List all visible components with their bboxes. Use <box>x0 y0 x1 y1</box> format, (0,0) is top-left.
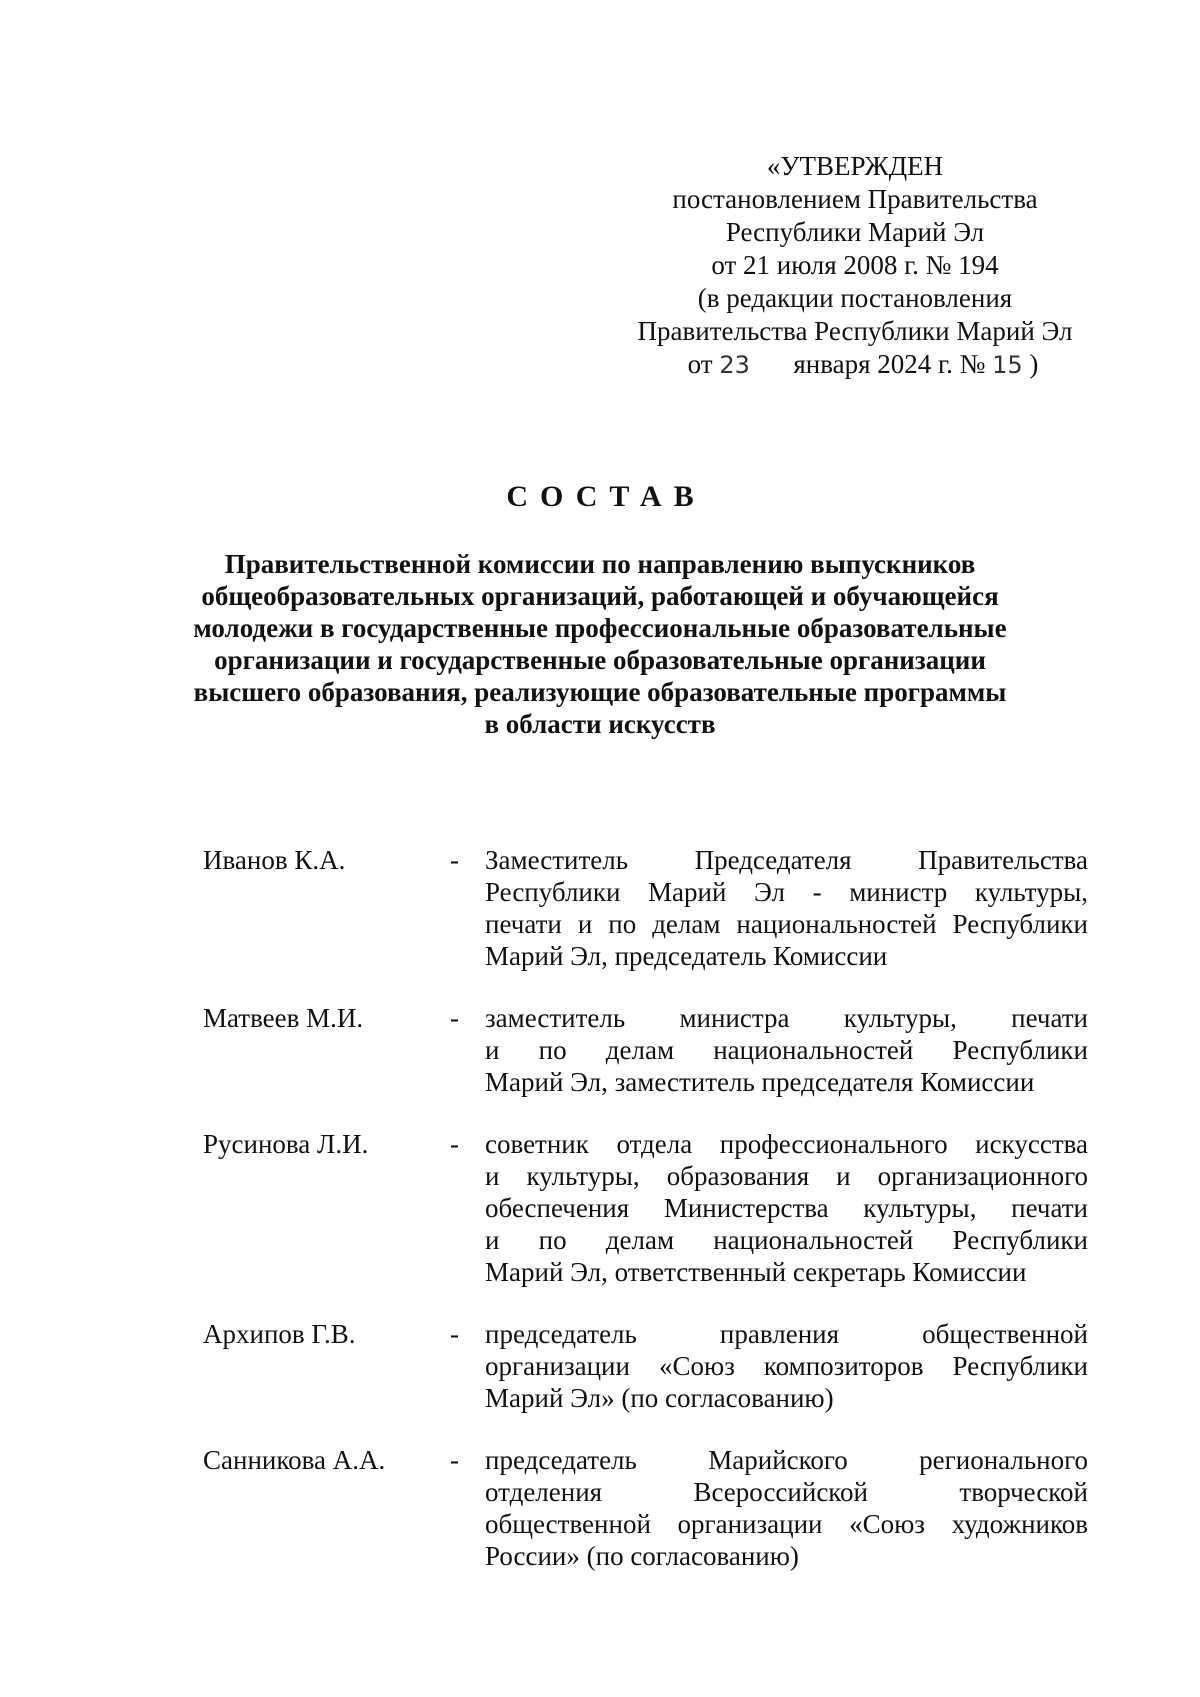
member-role <box>485 844 1088 972</box>
approval-edit-date <box>620 348 1090 382</box>
approval-edit-date-body <box>719 349 1029 379</box>
member-name: Иванов К.А. <box>203 845 346 875</box>
approval-line: (в редакции постановления <box>697 283 1013 313</box>
approval-edit-day: 23 <box>719 351 750 379</box>
member-name: Матвеев М.И. <box>203 1003 364 1033</box>
title-line: высшего образования, реализующие образовательные программы <box>193 677 1007 707</box>
role-line: заместитель министра культуры, печати <box>485 1003 1088 1033</box>
approval-line: Республики Марий Эл <box>725 217 985 247</box>
member-row <box>203 1318 1088 1414</box>
title-line: в области искусств <box>484 709 716 739</box>
member-name: Русинова Л.И. <box>203 1129 369 1159</box>
member-row <box>203 844 1088 972</box>
role-line: отделения Всероссийской творческой <box>485 1477 1088 1507</box>
role-line: организации «Союз композиторов Республики <box>485 1351 1088 1381</box>
title-line: Правительственной комиссии по направлению выпускников <box>224 549 976 579</box>
approval-line: от 21 июля 2008 г. № 194 <box>711 250 999 280</box>
title-line: молодежи в государственные профессиональные образовательные <box>193 613 1007 643</box>
approval-line: постановлением Правительства <box>672 184 1038 214</box>
approval-edit-number: 15 <box>992 351 1023 379</box>
member-dash: - <box>450 1129 459 1159</box>
member-role <box>485 1444 1088 1572</box>
approval-line: «УТВЕРЖДЕН <box>766 151 944 181</box>
member-row <box>203 1444 1088 1572</box>
title-line: организации и государственные образовательные организации <box>214 645 986 675</box>
role-line: обеспечения Министерства культуры, печати <box>485 1193 1088 1223</box>
role-line: Заместитель Председателя Правительства <box>485 845 1088 875</box>
approval-edit-month-year: января 2024 г. № <box>793 349 986 379</box>
document-title <box>170 548 1030 740</box>
member-dash: - <box>450 845 459 875</box>
role-line: и культуры, образования и организационного <box>485 1161 1088 1191</box>
member-dash: - <box>450 1445 459 1475</box>
members-list <box>203 844 1088 1602</box>
approval-line: Правительства Республики Марий Эл <box>637 316 1073 346</box>
role-line: Республики Марий Эл - министр культуры, <box>485 877 1088 907</box>
title-line: общеобразовательных организаций, работающей и обучающейся <box>201 581 999 611</box>
role-line: общественной организации «Союз художников <box>485 1509 1088 1539</box>
member-role <box>485 1318 1088 1414</box>
member-role <box>485 1128 1088 1288</box>
member-name: Архипов Г.В. <box>203 1319 356 1349</box>
role-line: Марий Эл, председатель Комиссии <box>485 941 888 971</box>
member-name: Санникова А.А. <box>203 1445 386 1475</box>
role-line: Марий Эл, ответственный секретарь Комиссии <box>485 1257 1027 1287</box>
role-line: председатель Марийского регионального <box>485 1445 1088 1475</box>
role-line: России» (по согласованию) <box>485 1541 799 1571</box>
role-line: и по делам национальностей Республики <box>485 1035 1088 1065</box>
role-line: советник отдела профессионального искусства <box>485 1129 1088 1159</box>
member-dash: - <box>450 1319 459 1349</box>
role-line: Марий Эл» (по согласованию) <box>485 1383 834 1413</box>
role-line: Марий Эл, заместитель председателя Комиссии <box>485 1067 1035 1097</box>
approval-stamp <box>620 150 1090 382</box>
role-line: печати и по делам национальностей Республики <box>485 909 1088 939</box>
role-line: и по делам национальностей Республики <box>485 1225 1088 1255</box>
document-heading: СОСТАВ <box>506 480 706 513</box>
approval-edit-close: ) <box>1029 349 1039 379</box>
member-dash: - <box>450 1003 459 1033</box>
member-role <box>485 1002 1088 1098</box>
approval-edit-prefix: от <box>687 349 713 379</box>
member-row <box>203 1128 1088 1288</box>
member-row <box>203 1002 1088 1098</box>
role-line: председатель правления общественной <box>485 1319 1088 1349</box>
